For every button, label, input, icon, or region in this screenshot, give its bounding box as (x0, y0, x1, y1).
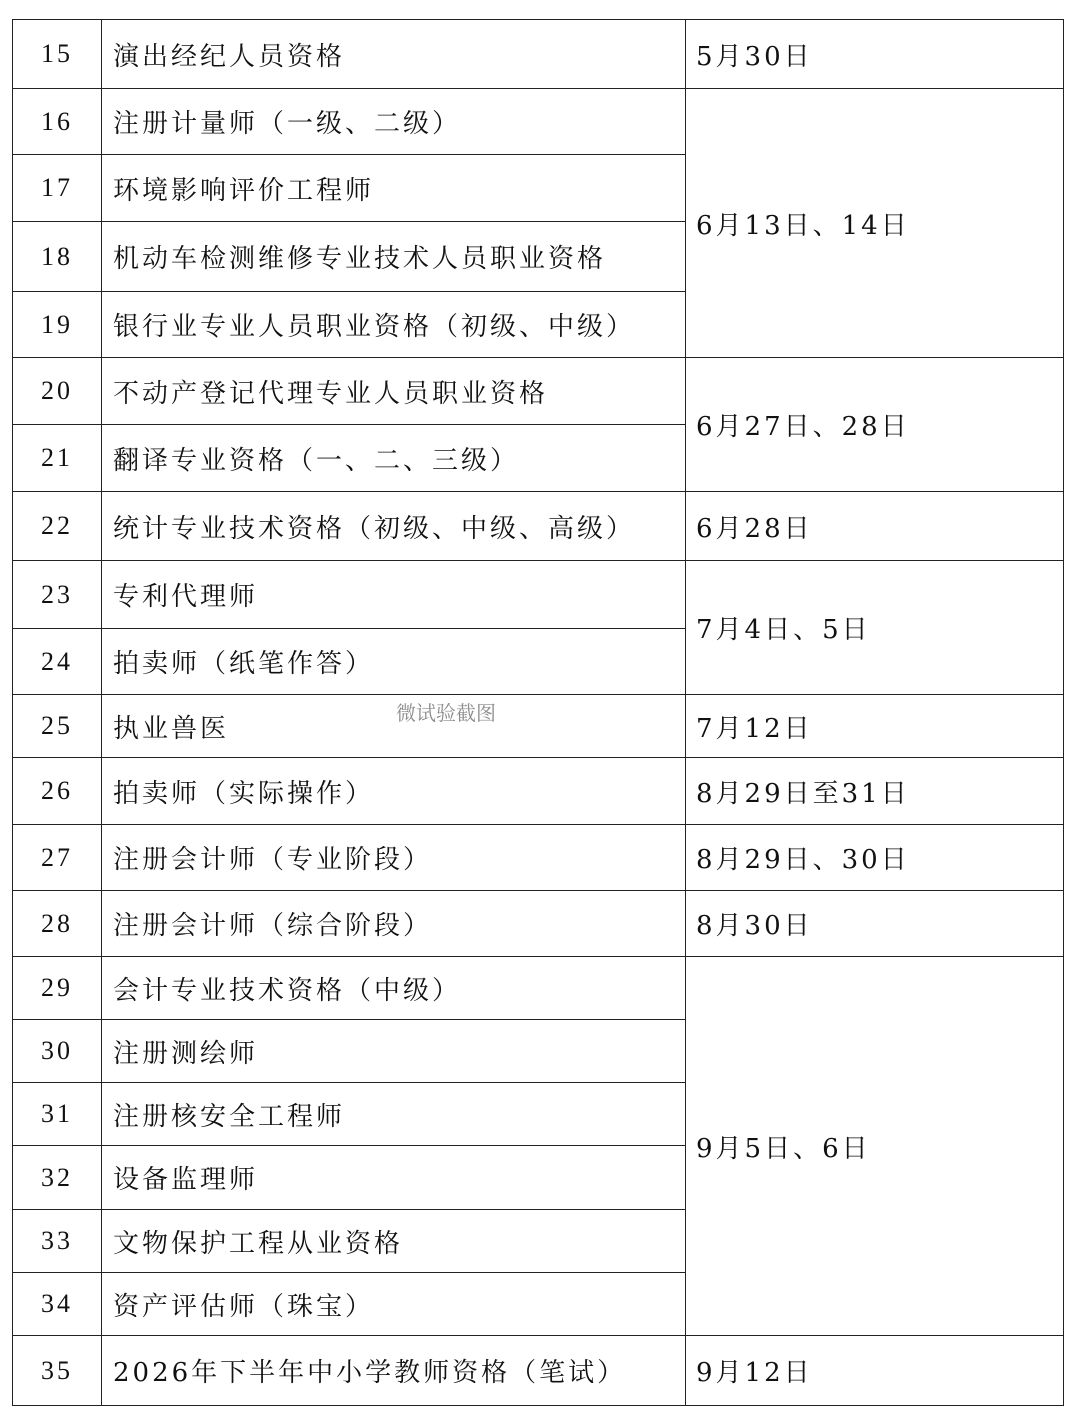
table-row (13, 1336, 1064, 1406)
exam-date: 6月27日、28日 (686, 358, 1064, 492)
exam-name: 执业兽医 (102, 695, 686, 758)
row-number: 26 (13, 758, 102, 825)
exam-name: 注册计量师（一级、二级） (102, 89, 686, 155)
row-number: 34 (13, 1273, 102, 1336)
row-number: 19 (13, 292, 102, 358)
exam-name: 注册核安全工程师 (102, 1083, 686, 1146)
exam-schedule-table (12, 19, 1064, 1406)
table-row (13, 89, 1064, 155)
table-row (13, 891, 1064, 957)
exam-name: 拍卖师（实际操作） (102, 758, 686, 825)
exam-name: 资产评估师（珠宝） (102, 1273, 686, 1336)
exam-date: 8月29日至31日 (686, 758, 1064, 825)
exam-name: 注册会计师（专业阶段） (102, 825, 686, 891)
row-number: 32 (13, 1146, 102, 1210)
exam-name: 文物保护工程从业资格 (102, 1210, 686, 1273)
table-row (13, 758, 1064, 825)
row-number: 28 (13, 891, 102, 957)
row-number: 30 (13, 1020, 102, 1083)
exam-name: 机动车检测维修专业技术人员职业资格 (102, 222, 686, 292)
row-number: 18 (13, 222, 102, 292)
row-number: 21 (13, 425, 102, 492)
exam-name: 2026年下半年中小学教师资格（笔试） (102, 1336, 686, 1406)
row-number: 27 (13, 825, 102, 891)
table-row (13, 492, 1064, 561)
table-row (13, 561, 1064, 629)
exam-name: 环境影响评价工程师 (102, 155, 686, 222)
row-number: 22 (13, 492, 102, 561)
row-number: 16 (13, 89, 102, 155)
row-number: 33 (13, 1210, 102, 1273)
exam-name: 不动产登记代理专业人员职业资格 (102, 358, 686, 425)
exam-name: 注册会计师（综合阶段） (102, 891, 686, 957)
row-number: 20 (13, 358, 102, 425)
exam-date: 5月30日 (686, 20, 1064, 89)
table-row (13, 957, 1064, 1020)
row-number: 29 (13, 957, 102, 1020)
table-row (13, 825, 1064, 891)
exam-date: 6月28日 (686, 492, 1064, 561)
exam-date: 8月29日、30日 (686, 825, 1064, 891)
exam-date: 8月30日 (686, 891, 1064, 957)
exam-date: 7月4日、5日 (686, 561, 1064, 695)
exam-name: 演出经纪人员资格 (102, 20, 686, 89)
exam-name: 统计专业技术资格（初级、中级、高级） (102, 492, 686, 561)
exam-name: 拍卖师（纸笔作答） (102, 629, 686, 695)
exam-date: 7月12日 (686, 695, 1064, 758)
table-row (13, 20, 1064, 89)
row-number: 17 (13, 155, 102, 222)
row-number: 35 (13, 1336, 102, 1406)
row-number: 23 (13, 561, 102, 629)
exam-name: 设备监理师 (102, 1146, 686, 1210)
watermark: 微试验截图 (396, 701, 496, 725)
row-number: 24 (13, 629, 102, 695)
exam-name: 专利代理师 (102, 561, 686, 629)
row-number: 31 (13, 1083, 102, 1146)
table-row (13, 358, 1064, 425)
exam-name: 翻译专业资格（一、二、三级） (102, 425, 686, 492)
row-number: 15 (13, 20, 102, 89)
exam-date: 9月12日 (686, 1336, 1064, 1406)
exam-name: 注册测绘师 (102, 1020, 686, 1083)
exam-date: 9月5日、6日 (686, 957, 1064, 1336)
exam-name: 银行业专业人员职业资格（初级、中级） (102, 292, 686, 358)
table-row (13, 695, 1064, 758)
row-number: 25 (13, 695, 102, 758)
exam-date: 6月13日、14日 (686, 89, 1064, 358)
exam-name: 会计专业技术资格（中级） (102, 957, 686, 1020)
